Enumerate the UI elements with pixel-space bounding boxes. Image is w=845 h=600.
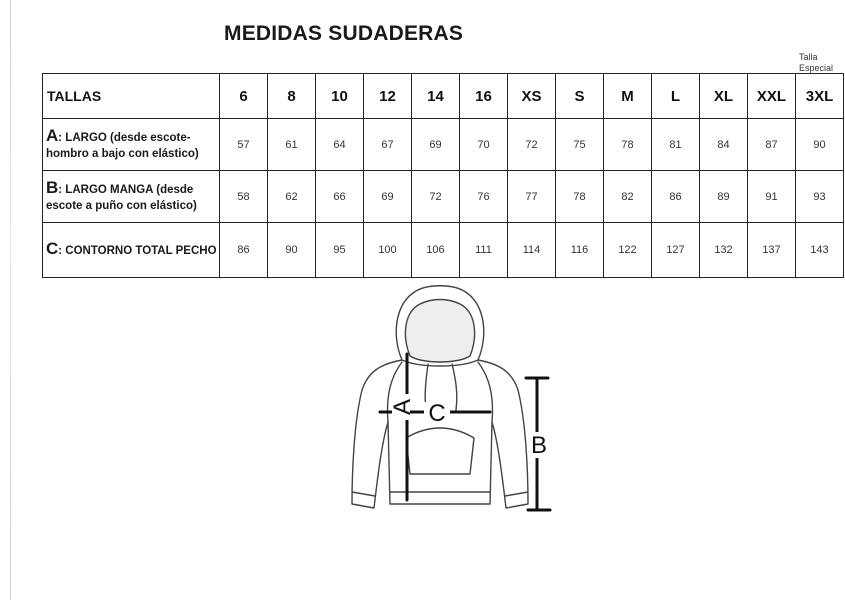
table-row-largo-manga [43, 171, 844, 223]
row-label-b [43, 171, 220, 223]
table-cell: 69 [364, 171, 412, 223]
size-header: 14 [412, 74, 460, 119]
row-label-text: : LARGO (desde escote-hombro a bajo con elástico) [46, 131, 199, 160]
table-cell: 58 [220, 171, 268, 223]
row-letter: B [46, 177, 59, 197]
size-header: L [652, 74, 700, 119]
size-header: 3XL [796, 74, 844, 119]
size-header: 16 [460, 74, 508, 119]
table-cell: 122 [604, 223, 652, 278]
measure-b-label: B [530, 432, 548, 459]
table-cell: 87 [748, 119, 796, 171]
header-tallas: TALLAS [43, 74, 220, 119]
table-cell: 89 [700, 171, 748, 223]
row-label-c [43, 223, 220, 278]
scan-edge-line [10, 0, 11, 600]
table-cell: 66 [316, 171, 364, 223]
table-cell: 86 [220, 223, 268, 278]
table-cell: 100 [364, 223, 412, 278]
table-row-contorno [43, 223, 844, 278]
size-header: XL [700, 74, 748, 119]
drawstring-right [452, 364, 457, 410]
table-cell: 91 [748, 171, 796, 223]
size-header: S [556, 74, 604, 119]
table-cell: 90 [796, 119, 844, 171]
measure-a-label: A [389, 398, 416, 416]
table-cell: 137 [748, 223, 796, 278]
table-cell: 106 [412, 223, 460, 278]
table-cell: 67 [364, 119, 412, 171]
hood-opening [405, 300, 474, 363]
table-cell: 75 [556, 119, 604, 171]
table-header-row [43, 74, 844, 119]
right-cuff [505, 492, 528, 496]
hoodie-body [352, 360, 528, 508]
special-size-note [799, 52, 833, 74]
row-label-a [43, 119, 220, 171]
table-cell: 95 [316, 223, 364, 278]
table-cell: 57 [220, 119, 268, 171]
table-cell: 127 [652, 223, 700, 278]
row-label-text: : LARGO MANGA (desde escote a puño con elástico) [46, 183, 197, 212]
row-letter: A [46, 125, 59, 145]
row-label-text: : CONTORNO TOTAL PECHO [58, 245, 217, 257]
size-header: 10 [316, 74, 364, 119]
hoodie-measurement-diagram [340, 282, 560, 518]
size-header: 8 [268, 74, 316, 119]
table-cell: 93 [796, 171, 844, 223]
table-cell: 78 [556, 171, 604, 223]
size-header: XXL [748, 74, 796, 119]
table-row-largo [43, 119, 844, 171]
table-cell: 114 [508, 223, 556, 278]
table-cell: 78 [604, 119, 652, 171]
table-cell: 116 [556, 223, 604, 278]
table-cell: 76 [460, 171, 508, 223]
table-cell: 70 [460, 119, 508, 171]
table-cell: 62 [268, 171, 316, 223]
measure-c-label: C [428, 400, 446, 427]
left-cuff [352, 492, 375, 496]
table-cell: 72 [508, 119, 556, 171]
table-cell: 81 [652, 119, 700, 171]
table-cell: 77 [508, 171, 556, 223]
page-title: MEDIDAS SUDADERAS [224, 22, 464, 45]
row-letter: C [46, 239, 59, 258]
table-cell: 64 [316, 119, 364, 171]
table-cell: 143 [796, 223, 844, 278]
size-header: M [604, 74, 652, 119]
table-cell: 90 [268, 223, 316, 278]
table-cell: 61 [268, 119, 316, 171]
table-cell: 69 [412, 119, 460, 171]
table-cell: 132 [700, 223, 748, 278]
kangaroo-pocket [406, 428, 474, 474]
size-header: XS [508, 74, 556, 119]
table-cell: 84 [700, 119, 748, 171]
special-note-line-2: Especial [799, 63, 834, 73]
size-header: 6 [220, 74, 268, 119]
size-chart-table [42, 73, 844, 278]
table-cell: 111 [460, 223, 508, 278]
special-note-line-1: Talla [799, 52, 818, 62]
table-cell: 82 [604, 171, 652, 223]
table-cell: 72 [412, 171, 460, 223]
size-header: 12 [364, 74, 412, 119]
table-cell: 86 [652, 171, 700, 223]
